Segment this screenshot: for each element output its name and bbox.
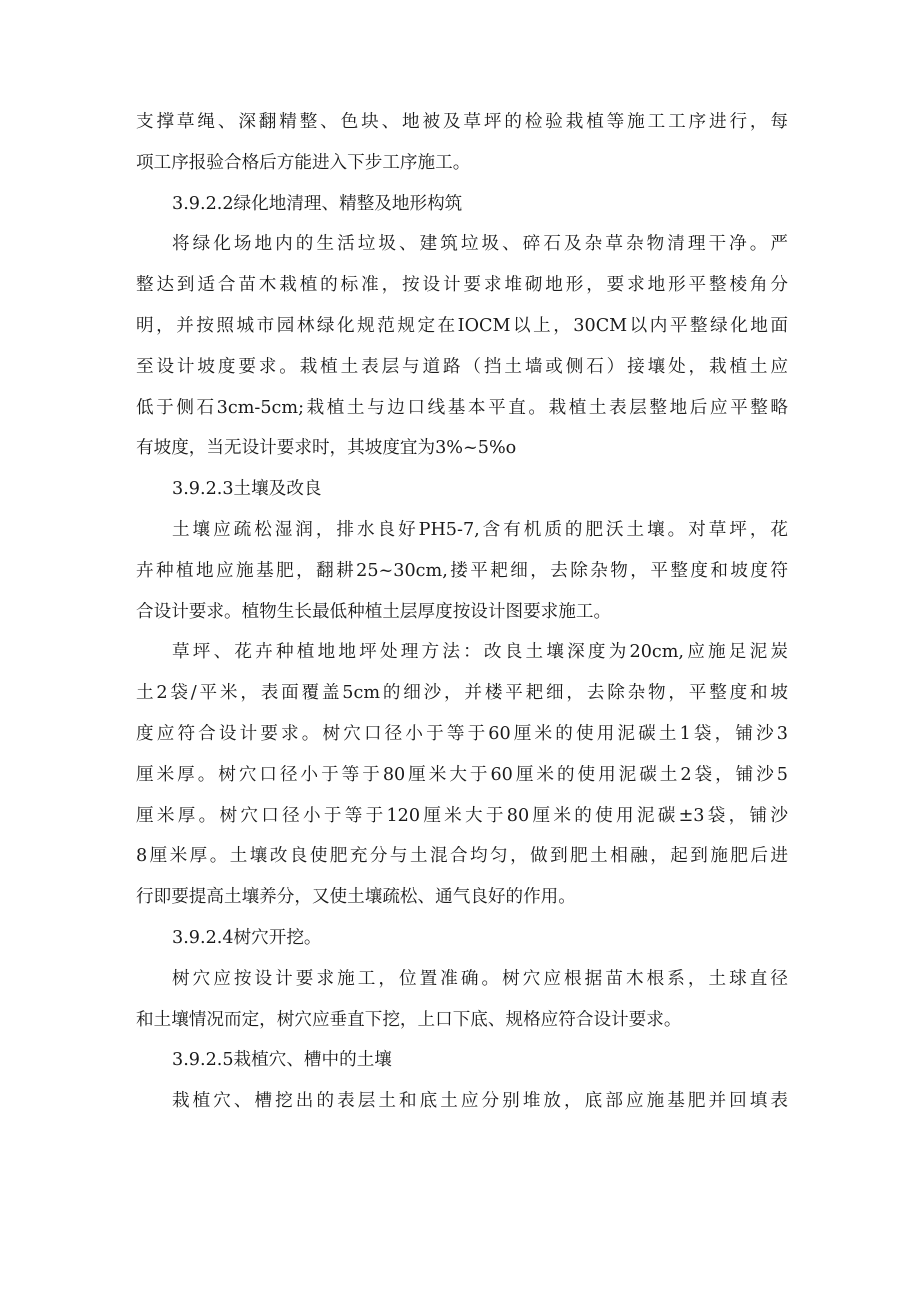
text-line: 土壤应疏松湿润，排水良好PH5-7,含有机质的肥沃土壤。对草坪，花 bbox=[172, 519, 788, 540]
section-heading bbox=[136, 469, 788, 510]
text-line: 土2袋/平米，表面覆盖5cm的细沙，并楼平耙细，去除杂物，平整度和坡 bbox=[136, 683, 788, 704]
text-line: 厘米厚。树穴口径小于等于120厘米大于80厘米的使用泥碳±3袋，铺沙 bbox=[136, 805, 788, 826]
heading-text: 3.9.2.5栽植穴、槽中的土壤 bbox=[172, 1050, 392, 1071]
paragraph bbox=[136, 510, 788, 632]
paragraph bbox=[136, 632, 788, 918]
text-line: 厘米厚。树穴口径小于等于80厘米大于60厘米的使用泥碳土2袋，铺沙5 bbox=[136, 764, 788, 785]
text-line: 行即要提高土壤养分，又使土壤疏松、通气良好的作用。 bbox=[136, 887, 576, 908]
text-line: 明，并按照城市园林绿化规范规定在IOCM以上，30CM以内平整绿化地面 bbox=[136, 315, 788, 336]
text-line: 栽植穴、槽挖出的表层土和底土应分别堆放，底部应施基肥并回填表 bbox=[172, 1091, 788, 1112]
paragraph bbox=[136, 959, 788, 1041]
text-line: 整达到适合苗木栽植的标准，按设计要求堆砌地形，要求地形平整棱角分 bbox=[136, 275, 788, 296]
text-line: 度应符合设计要求。树穴口径小于等于60厘米的使用泥碳土1袋，铺沙3 bbox=[136, 723, 788, 744]
text-line: 至设计坡度要求。栽植土表层与道路（挡土墙或侧石）接壤处，栽植土应 bbox=[136, 356, 788, 377]
paragraph bbox=[136, 1081, 788, 1122]
heading-text: 3.9.2.2绿化地清理、精整及地形构筑 bbox=[172, 193, 463, 214]
text-line: 低于侧石3cm-5cm;栽植土与边口线基本平直。栽植土表层整地后应平整略 bbox=[136, 397, 788, 418]
section-heading bbox=[136, 1040, 788, 1081]
paragraph bbox=[136, 102, 788, 184]
section-heading bbox=[136, 918, 788, 959]
heading-text: 3.9.2.3土壤及改良 bbox=[172, 479, 322, 500]
text-line: 支撑草绳、深翻精整、色块、地被及草坪的检验栽植等施工工序进行，每 bbox=[136, 112, 788, 132]
text-line: 树穴应按设计要求施工，位置准确。树穴应根据苗木根系，土球直径 bbox=[172, 968, 788, 989]
text-line: 卉种植地应施基肥，翻耕25~30cm,搂平耙细，去除杂物，平整度和坡度符 bbox=[136, 560, 788, 581]
text-line: 项工序报验合格后方能进入下步工序施工。 bbox=[136, 152, 471, 173]
document-body bbox=[136, 102, 788, 1122]
section-heading bbox=[136, 184, 788, 225]
text-line: 草坪、花卉种植地地坪处理方法：改良土壤深度为20cm,应施足泥炭 bbox=[172, 642, 788, 663]
text-line: 有坡度，当无设计要求时，其坡度宜为3%~5%o bbox=[136, 438, 517, 459]
heading-text: 3.9.2.4树穴开挖。 bbox=[172, 927, 322, 948]
text-line: 合设计要求。植物生长最低种植土层厚度按设计图要求施工。 bbox=[136, 601, 612, 622]
paragraph bbox=[136, 224, 788, 469]
text-line: 8厘米厚。土壤改良使肥充分与土混合均匀，做到肥土相融，起到施肥后进 bbox=[136, 846, 788, 867]
text-line: 和土壤情况而定，树穴应垂直下挖，上口下底、规格应符合设计要求。 bbox=[136, 1009, 682, 1030]
text-line: 将绿化场地内的生活垃圾、建筑垃圾、碎石及杂草杂物清理干净。严 bbox=[172, 234, 788, 255]
